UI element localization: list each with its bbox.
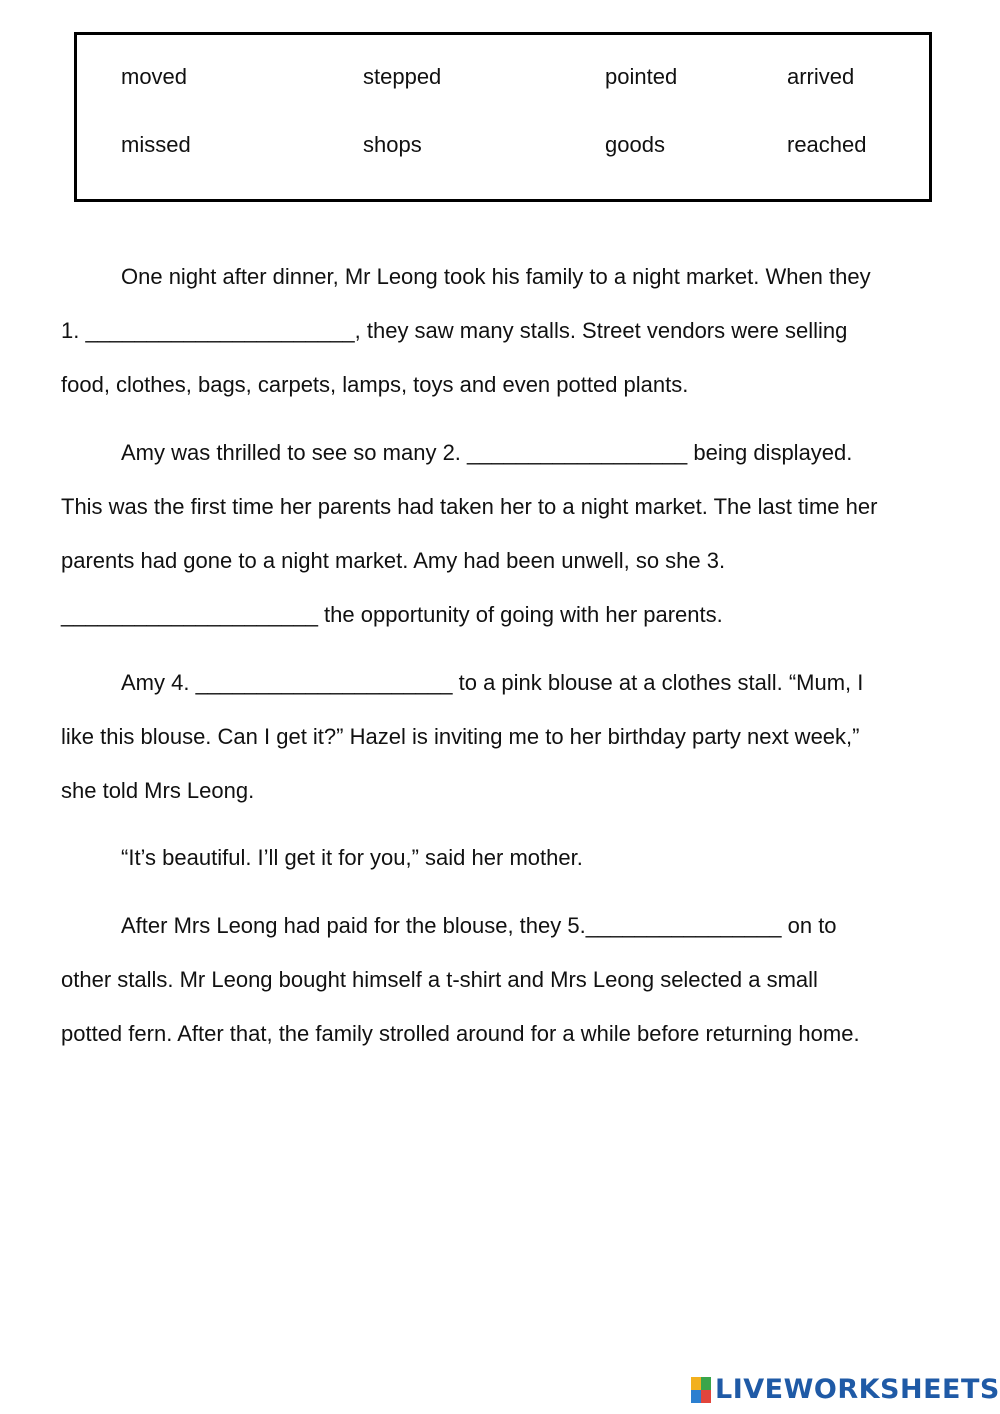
passage-line-blank-2: Amy was thrilled to see so many 2. __________________ being displayed. [121,440,853,465]
passage-line-blank-5: After Mrs Leong had paid for the blouse, they 5.________________ on to [121,913,837,938]
passage-line: One night after dinner, Mr Leong took his family to a night market. When they [121,264,871,289]
word-bank-word: moved [121,64,188,89]
word-bank-word: missed [121,132,191,157]
passage-line: “It’s beautiful. I’ll get it for you,” said her mother. [121,845,583,870]
passage-line: like this blouse. Can I get it?” Hazel is inviting me to her birthday party next week,” [61,724,860,749]
passage-line: potted fern. After that, the family strolled around for a while before returning home. [61,1021,860,1046]
word-bank-word: shops [363,132,422,157]
passage-line: This was the first time her parents had taken her to a night market. The last time her [61,494,878,519]
word-bank-word: reached [787,132,867,157]
liveworksheets-logo-icon [691,1377,711,1403]
passage-line: food, clothes, bags, carpets, lamps, toys and even potted plants. [61,372,689,397]
word-bank-word: pointed [605,64,678,89]
passage-line-blank-1: 1. ______________________, they saw many stalls. Street vendors were selling [61,318,848,343]
passage-line-blank-4: Amy 4. _____________________ to a pink blouse at a clothes stall. “Mum, I [121,670,864,695]
logo-text: LIVEWORKSHEETS [715,1374,1000,1405]
word-bank-word: arrived [787,64,855,89]
word-bank-box [74,32,932,202]
passage-line: parents had gone to a night market. Amy had been unwell, so she 3. [61,548,726,573]
passage-line: she told Mrs Leong. [61,778,255,803]
word-bank-word: stepped [363,64,442,89]
word-bank-word: goods [605,132,665,157]
passage-line-blank-3: _____________________ the opportunity of going with her parents. [61,602,723,627]
passage-line: other stalls. Mr Leong bought himself a t-shirt and Mrs Leong selected a small [61,967,818,992]
liveworksheets-logo [691,1375,1000,1405]
